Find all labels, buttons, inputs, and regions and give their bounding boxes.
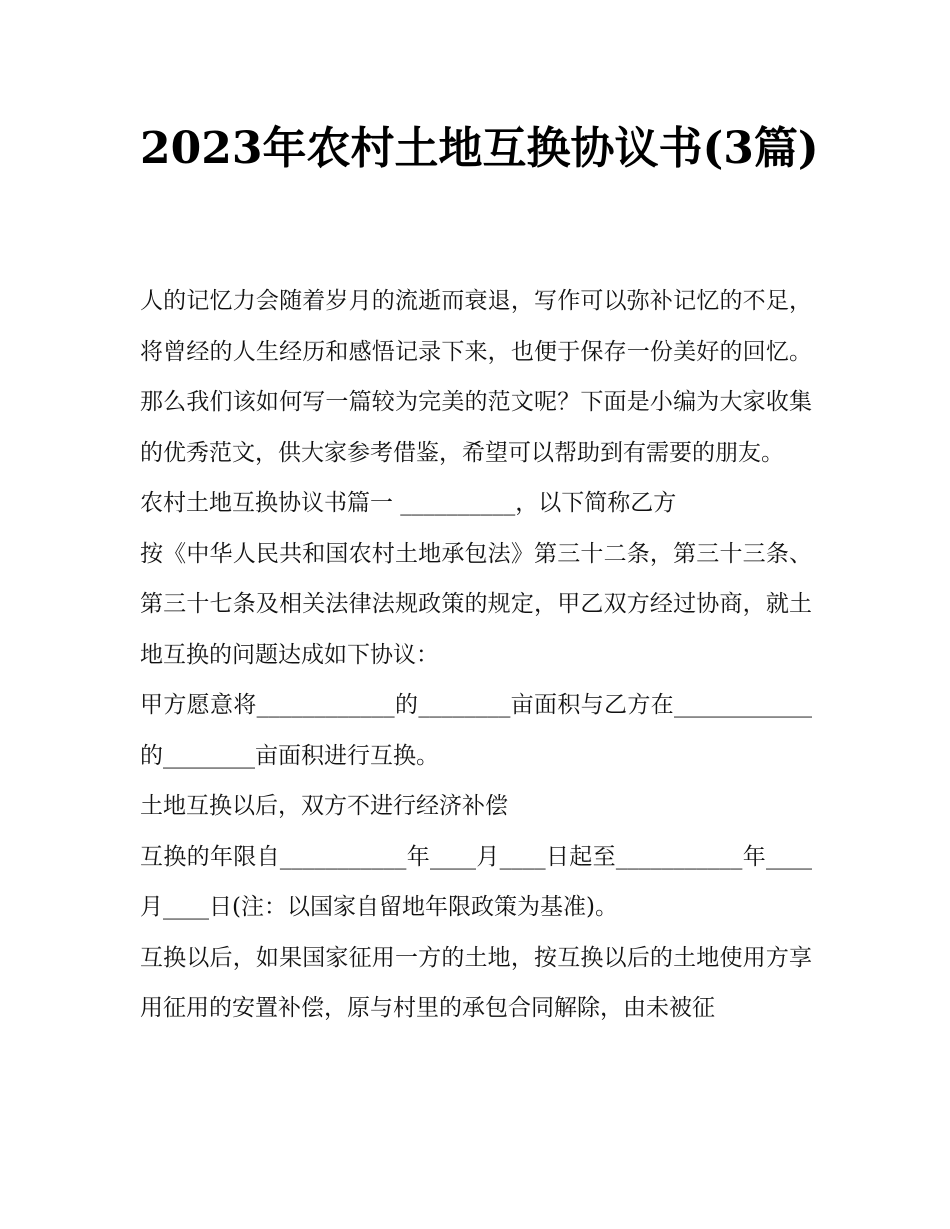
compensation-paragraph: 土地互换以后，双方不进行经济补偿 <box>140 793 508 819</box>
exchange-terms-paragraph: 甲方愿意将____________的________亩面积与乙方在____________的________亩面积进行互换。 <box>140 692 812 769</box>
document-body <box>140 276 812 1034</box>
section-heading-paragraph: 农村土地互换协议书篇一 __________，以下简称乙方 <box>140 490 677 516</box>
expropriation-paragraph: 互换以后，如果国家征用一方的土地，按互换以后的土地使用方享用征用的安置补偿，原与村里的承包合同解除，由未被征 <box>140 944 812 1021</box>
legal-basis-paragraph: 按《中华人民共和国农村土地承包法》第三十二条，第三十三条、第三十七条及相关法律法规政策的规定，甲乙双方经过协商，就土地互换的问题达成如下协议： <box>140 540 812 668</box>
term-period-paragraph: 互换的年限自___________年____月____日起至___________年____月____日(注：以国家自留地年限政策为基准)。 <box>140 843 812 920</box>
document-title: 2023年农村土地互换协议书(3篇) <box>140 123 819 174</box>
intro-paragraph: 人的记忆力会随着岁月的流逝而衰退，写作可以弥补记忆的不足，将曾经的人生经历和感悟记录下来，也便于保存一份美好的回忆。那么我们该如何写一篇较为完美的范文呢？下面是小编为大家收集的优秀范文，供大家参考借鉴，希望可以帮助到有需要的朋友。 <box>140 288 812 466</box>
